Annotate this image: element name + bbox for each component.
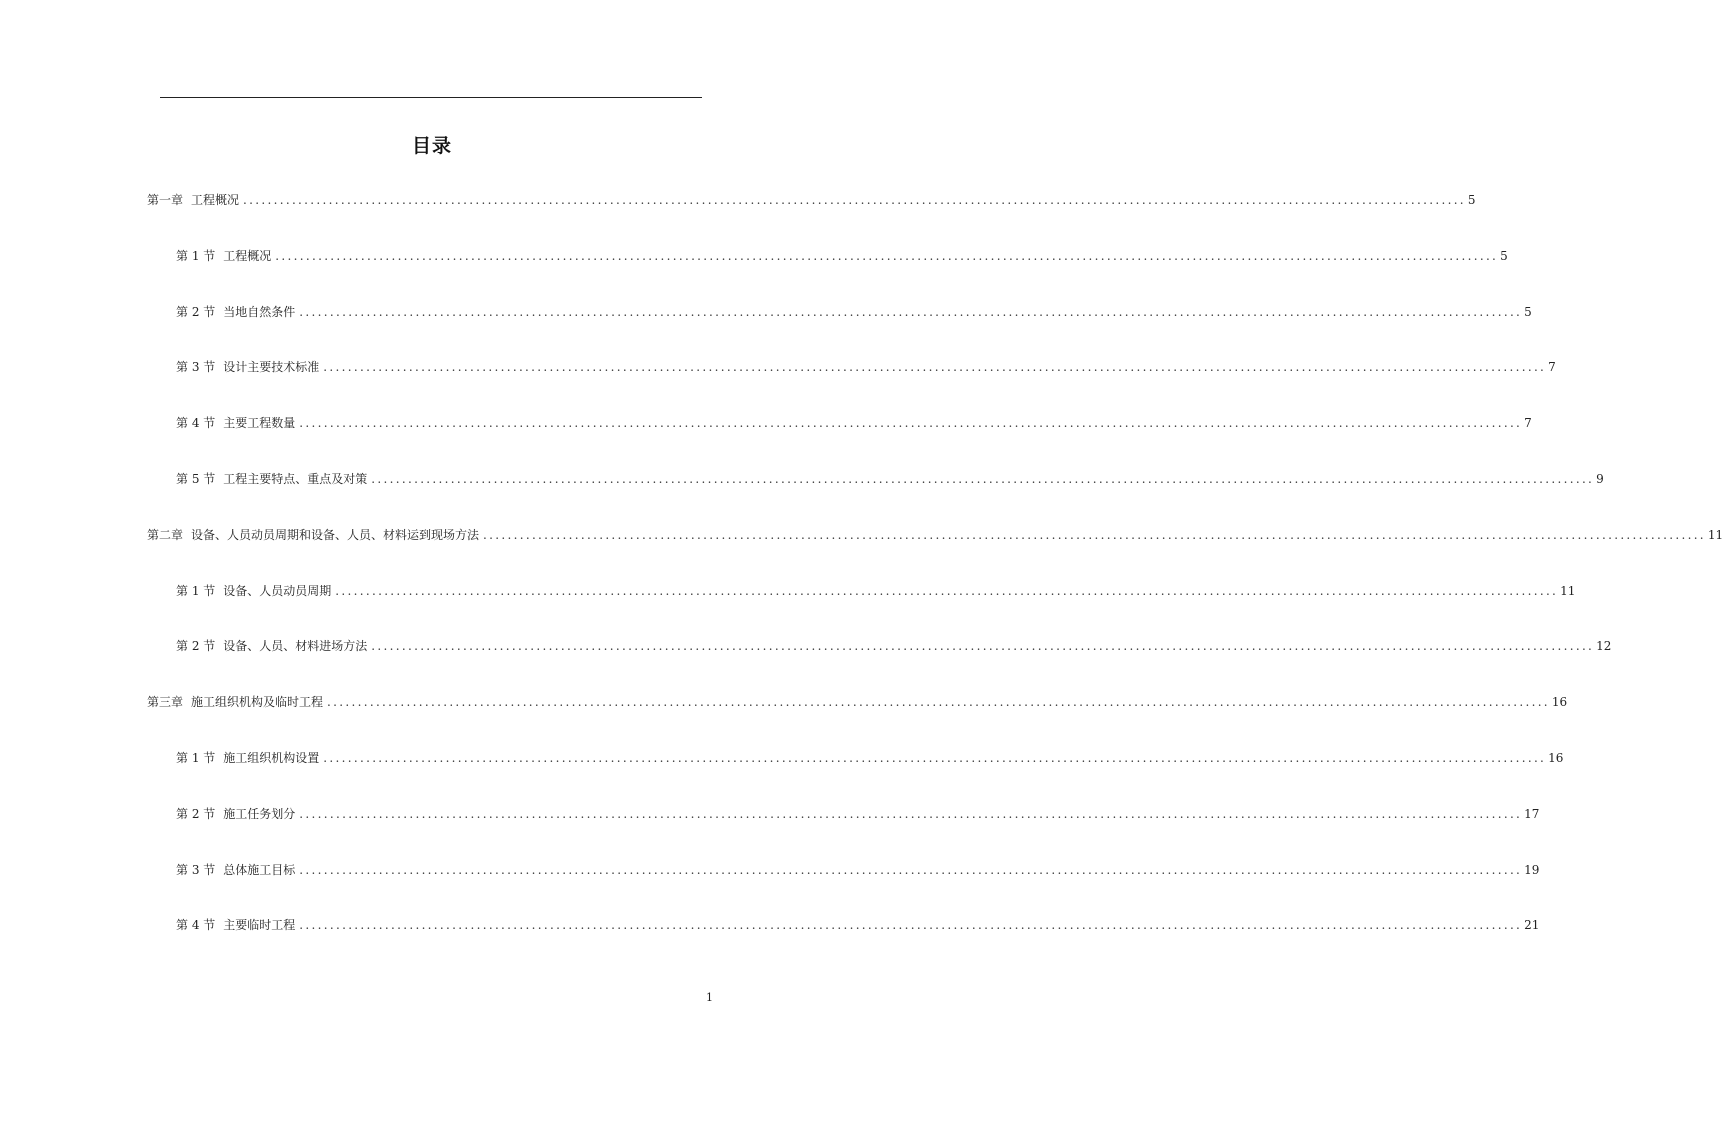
toc-dot-leader: ........................................................................................................................................................................................................ bbox=[299, 918, 1523, 932]
toc-entry-page: 16 bbox=[1548, 751, 1564, 765]
toc-entry-page: 5 bbox=[1524, 305, 1532, 319]
toc-entry-label bbox=[176, 358, 323, 376]
toc-dot-leader: ........................................................................................................................................................................................................ bbox=[299, 863, 1523, 877]
toc-entry-number: 第 5 节 bbox=[176, 472, 216, 486]
toc-entry-number: 第 2 节 bbox=[176, 305, 216, 319]
toc-entry-page: 21 bbox=[1524, 918, 1540, 932]
toc-entry-label bbox=[176, 414, 299, 432]
toc-entry-number: 第 4 节 bbox=[176, 416, 216, 430]
toc-entry-text: 设计主要技术标准 bbox=[223, 360, 320, 374]
toc-section-entry[interactable] bbox=[176, 414, 1532, 432]
toc-section-entry[interactable] bbox=[176, 582, 1576, 600]
toc-dot-leader: ........................................................................................................................................................................................................ bbox=[371, 639, 1595, 653]
toc-section-entry[interactable] bbox=[176, 303, 1532, 321]
toc-entry-page: 11 bbox=[1707, 528, 1723, 542]
toc-entry-label bbox=[147, 191, 243, 209]
toc-entry-label bbox=[176, 470, 371, 488]
toc-entry-number: 第三章 bbox=[147, 695, 184, 709]
toc-entry-number: 第 3 节 bbox=[176, 360, 216, 374]
toc-section-entry[interactable] bbox=[176, 470, 1604, 488]
toc-entry-label bbox=[176, 247, 275, 265]
toc-entry-text: 工程概况 bbox=[223, 249, 272, 263]
toc-entry-number: 第 4 节 bbox=[176, 918, 216, 932]
toc-entry-text: 当地自然条件 bbox=[223, 305, 296, 319]
toc-dot-leader: ........................................................................................................................................................................................................ bbox=[371, 472, 1595, 486]
toc-chapter-entry[interactable] bbox=[147, 191, 1476, 209]
toc-entry-label bbox=[176, 303, 299, 321]
toc-entry-label bbox=[176, 805, 299, 823]
toc-entry-text: 设备、人员动员周期和设备、人员、材料运到现场方法 bbox=[191, 528, 480, 542]
toc-entry-number: 第 1 节 bbox=[176, 584, 216, 598]
toc-dot-leader: ........................................................................................................................................................................................................ bbox=[299, 416, 1523, 430]
header-rule bbox=[160, 97, 702, 98]
toc-entry-text: 工程概况 bbox=[191, 193, 240, 207]
toc-chapter-entry[interactable] bbox=[147, 693, 1568, 711]
toc-entry-number: 第 1 节 bbox=[176, 249, 216, 263]
toc-entry-number: 第 1 节 bbox=[176, 751, 216, 765]
toc-dot-leader: ........................................................................................................................................................................................................ bbox=[243, 193, 1466, 207]
toc-section-entry[interactable] bbox=[176, 358, 1556, 376]
toc-entry-label bbox=[147, 526, 483, 544]
toc-entry-text: 施工组织机构及临时工程 bbox=[191, 695, 324, 709]
toc-entry-label bbox=[176, 582, 335, 600]
toc-dot-leader: ........................................................................................................................................................................................................ bbox=[275, 249, 1499, 263]
toc-section-entry[interactable] bbox=[176, 637, 1612, 655]
toc-entry-number: 第二章 bbox=[147, 528, 184, 542]
toc-entry-label bbox=[176, 637, 371, 655]
page-number: 1 bbox=[706, 991, 713, 1004]
toc-entry-text: 施工组织机构设置 bbox=[223, 751, 320, 765]
toc-dot-leader: ........................................................................................................................................................................................................ bbox=[323, 751, 1547, 765]
toc-dot-leader: ........................................................................................................................................................................................................ bbox=[299, 807, 1523, 821]
toc-entry-page: 11 bbox=[1560, 584, 1576, 598]
toc-title: 目录 bbox=[411, 135, 452, 157]
toc-section-entry[interactable] bbox=[176, 749, 1564, 767]
toc-section-entry[interactable] bbox=[176, 916, 1540, 934]
toc-dot-leader: ........................................................................................................................................................................................................ bbox=[335, 584, 1559, 598]
toc-entry-number: 第 3 节 bbox=[176, 863, 216, 877]
toc-dot-leader: ........................................................................................................................................................................................................ bbox=[483, 528, 1706, 542]
toc-entry-text: 主要工程数量 bbox=[223, 416, 296, 430]
toc-entry-text: 主要临时工程 bbox=[223, 918, 296, 932]
toc-section-entry[interactable] bbox=[176, 247, 1508, 265]
toc-entry-page: 9 bbox=[1596, 472, 1604, 486]
toc-entry-number: 第 2 节 bbox=[176, 639, 216, 653]
toc-dot-leader: ........................................................................................................................................................................................................ bbox=[299, 305, 1523, 319]
toc-chapter-entry[interactable] bbox=[147, 526, 1723, 544]
toc-entry-page: 12 bbox=[1596, 639, 1612, 653]
toc-entry-label bbox=[147, 693, 327, 711]
toc-entry-text: 工程主要特点、重点及对策 bbox=[223, 472, 368, 486]
toc-entry-page: 5 bbox=[1500, 249, 1508, 263]
toc-entry-label bbox=[176, 916, 299, 934]
toc-entry-text: 施工任务划分 bbox=[223, 807, 296, 821]
toc-dot-leader: ........................................................................................................................................................................................................ bbox=[323, 360, 1547, 374]
toc-entry-page: 5 bbox=[1467, 193, 1476, 207]
toc-section-entry[interactable] bbox=[176, 805, 1540, 823]
toc-dot-leader: ........................................................................................................................................................................................................ bbox=[327, 695, 1550, 709]
toc-entry-label bbox=[176, 861, 299, 879]
toc-entry-page: 7 bbox=[1548, 360, 1556, 374]
toc-entry-label bbox=[176, 749, 323, 767]
toc-entry-number: 第一章 bbox=[147, 193, 184, 207]
toc-entry-page: 7 bbox=[1524, 416, 1532, 430]
toc-entry-page: 19 bbox=[1524, 863, 1540, 877]
toc-entry-number: 第 2 节 bbox=[176, 807, 216, 821]
toc-entry-text: 总体施工目标 bbox=[223, 863, 296, 877]
toc-entry-text: 设备、人员、材料进场方法 bbox=[223, 639, 368, 653]
toc-entry-page: 17 bbox=[1524, 807, 1540, 821]
toc-entry-page: 16 bbox=[1551, 695, 1568, 709]
toc-section-entry[interactable] bbox=[176, 861, 1540, 879]
toc-entry-text: 设备、人员动员周期 bbox=[223, 584, 332, 598]
